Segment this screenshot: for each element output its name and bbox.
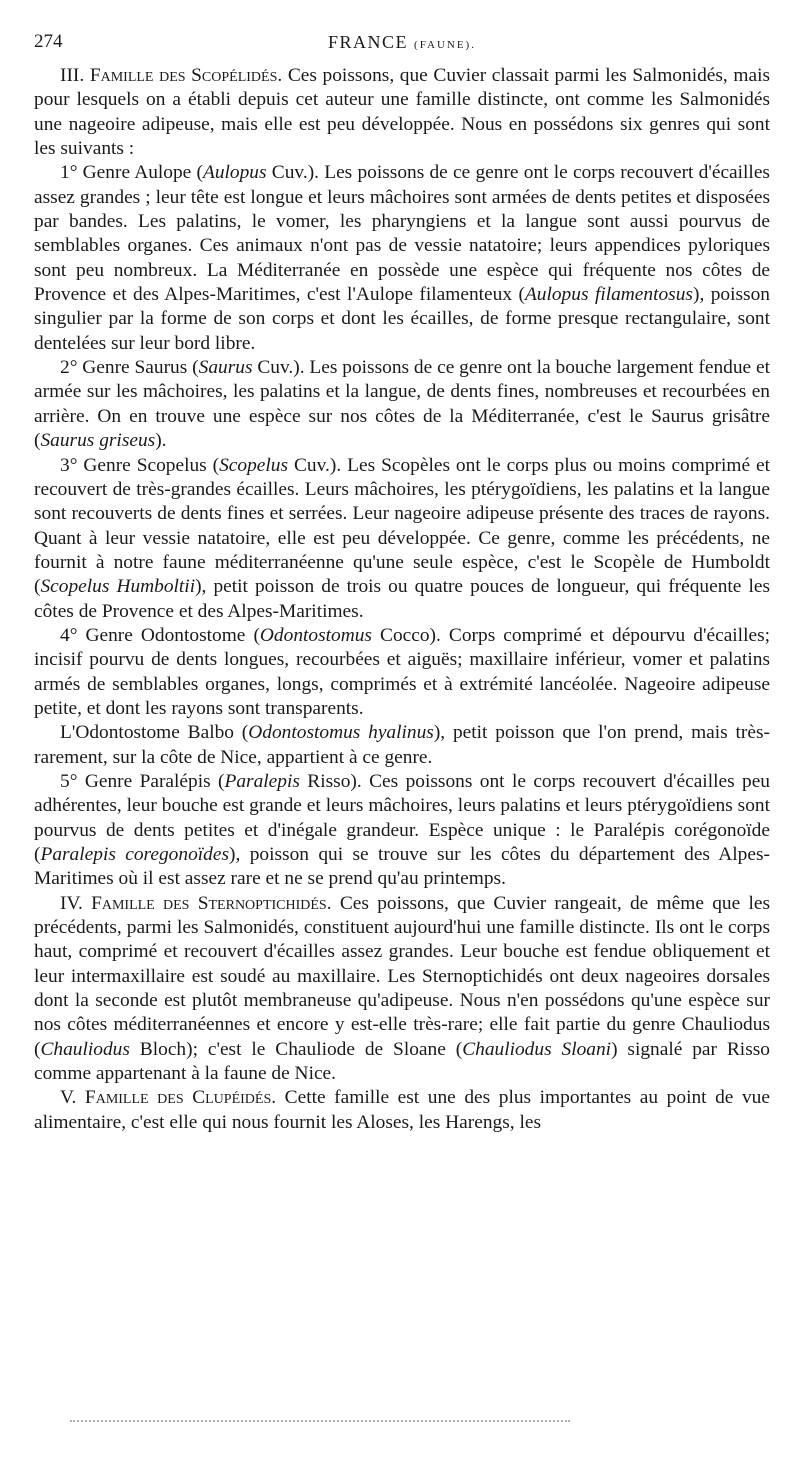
species-latin-name: Chauliodus Sloani xyxy=(462,1038,612,1060)
section-clupeides xyxy=(34,1086,770,1135)
paragraph-text: Ces poissons ont le corps recouvert d'écailles peu adhérentes, leur bouche est grande et leurs mâchoires, leurs palatins et leurs ptérygoïdiens sont pourvus de dents petites et d'inégale grandeur. Espèce unique : le Paralépis corégonoïde ( xyxy=(34,770,770,865)
page-number: 274 xyxy=(34,31,63,52)
section-heading: III. Famille des Scopélidés. xyxy=(60,65,283,86)
section-text: Ces poissons, que Cuvier classait parmi les Salmonidés, mais pour lesquels on a établi depuis cet auteur une famille distincte, ont comme les Salmonidés une nageoire adipeuse, mais elle est peu développée. Nous en possédons six genres qui sont les suivants : xyxy=(34,65,770,160)
genus-authority: Cuv.). xyxy=(252,357,305,379)
paragraph-text: ) signalé par Risso comme appartenant à la faune de Nice. xyxy=(34,1038,770,1085)
section-sternoptichides xyxy=(34,892,770,1087)
species-latin-name: Aulopus filamentosus xyxy=(524,284,693,306)
genus-lead: 5° Genre Paralépis ( xyxy=(60,770,225,792)
genus-aulope xyxy=(34,161,770,356)
species-latin-name: Saurus griseus xyxy=(40,430,156,452)
genus-lead: 1° Genre Aulope ( xyxy=(60,162,203,184)
paragraph-text: Ces poissons, que Cuvier rangeait, de même que les précédents, parmi les Salmonidés, constituent aujourd'hui une famille distincte. Ils ont le corps haut, comprimé et recouvert d'écailles assez grandes. Leur bouche est fendue obliquement et leur intermaxillaire est soudé au maxillaire. Les Sternoptichidés ont deux nageoires dorsales dont la seconde est plutôt membraneuse qu'adipeuse. Nous n'en possédons qu'une espèce sur nos côtes méditerranéennes et encore y est-elle très-rare; elle fait partie du genre Chauliodus ( xyxy=(34,892,770,1060)
paragraph-text: ). xyxy=(155,430,167,452)
genus-lead: 3° Genre Scopelus ( xyxy=(60,454,220,476)
species-latin-name: Paralepis coregonoïdes xyxy=(40,844,230,865)
genus-saurus xyxy=(34,356,770,453)
paragraph-text: ), petit poisson de trois ou quatre pouces de longueur, qui fréquente les côtes de Provence et des Alpes-Maritimes. xyxy=(34,576,770,622)
paragraph-text: Les poissons de ce genre ont la bouche largement fendue et armée sur les mâchoires, les palatins et la langue, de dents fines, nombreuses et recourbées en arrière. On en trouve une espèce sur nos côtes de la Méditerranée, c'est le Saurus grisâtre ( xyxy=(34,357,770,452)
paragraph-text: Cette famille est une des plus importantes au point de vue alimentaire, c'est elle qui nous fournit les Aloses, les Harengs, les xyxy=(34,1087,770,1133)
species-latin-name: Scopelus Humboltii xyxy=(40,576,196,598)
genus-authority: Cuv.). xyxy=(266,162,319,184)
genus-lead: 2° Genre Saurus ( xyxy=(60,357,199,379)
section-scopelides xyxy=(34,64,770,161)
running-head-subtitle: (FAUNE). xyxy=(414,39,476,51)
genus-latin-name: Saurus xyxy=(198,357,253,379)
genus-latin-name: Scopelus xyxy=(219,454,289,476)
genus-scopelus xyxy=(34,454,770,624)
section-heading: V. Famille des Clupéidés. xyxy=(60,1087,277,1109)
paragraph-text: ), petit poisson que l'on prend, mais très-rarement, sur la côte de Nice, appartient à ce genre. xyxy=(34,722,770,768)
paragraph-text: Les poissons de ce genre ont le corps recouvert d'écailles assez grandes ; leur tête est longue et leurs mâchoires sont armées de dents petites et disposées par bandes. Les palatins, le vomer, les pharyngiens et la langue sont aussi pourvus de semblables organes. Ces animaux n'ont pas de vessie natatoire; leurs appendices pyloriques sont peu nombreux. La Méditerranée en possède une espèce qui fréquente nos côtes de Provence et des Alpes-Maritimes, c'est l'Aulope filamenteux ( xyxy=(34,162,770,306)
genus-authority: Risso). xyxy=(299,770,362,792)
species-odontostome-balbo xyxy=(34,721,770,770)
genus-lead: 4° Genre Odontostome ( xyxy=(60,624,260,646)
genus-odontostome xyxy=(34,624,770,721)
genus-latin-name: Odontostomus xyxy=(259,624,372,646)
page-header xyxy=(34,22,770,64)
paragraph-text: Les Scopèles ont le corps plus ou moins comprimé et recouvert de très-grandes écailles. Leurs mâchoires, les ptérygoïdiens, les palatins et la langue sont recouverts de dents fines et serrées. Leur nageoire adipeuse présente des traces de rayons. Quant à leur vessie natatoire, elle est peu développée. Ce genre, comme les précédents, ne fournit à notre faune méditerranéenne qu'une seule espèce, c'est le Scopèle de Humboldt ( xyxy=(34,454,770,598)
genus-latin-name: Paralepis xyxy=(224,770,300,792)
section-heading: IV. Famille des Sternoptichidés. xyxy=(60,892,332,914)
paragraph-text: Corps comprimé et dépourvu d'écailles; incisif pourvu de dents longues, recourbées et aiguës; maxillaire inférieur, vomer et palatins armés de semblables organes, longs, comprimés et à extrémité lancéolée. Nageoire adipeuse petite, et dont les rayons sont transparents. xyxy=(34,624,771,719)
paragraph-text: L'Odontostome Balbo ( xyxy=(60,722,249,744)
document-page xyxy=(34,22,770,1135)
genus-paralepis xyxy=(34,770,770,892)
genus-latin-name: Chauliodus xyxy=(40,1038,130,1060)
genus-authority: Cuv.). xyxy=(288,454,342,476)
paragraph-text: ), poisson singulier par la forme de son corps et dont les écailles, de forme presque rectangulaire, sont dentelées sur leur bord libre. xyxy=(34,284,770,354)
species-latin-name: Odontostomus hyalinus xyxy=(248,722,434,744)
genus-authority: Cocco). xyxy=(371,624,441,646)
running-head-title: FRANCE xyxy=(328,32,409,52)
running-head xyxy=(34,30,770,57)
paragraph-text: ), poisson qui se trouve sur les côtes du département des Alpes-Maritimes où il est assez rare et ne se prend qu'au printemps. xyxy=(34,844,770,890)
footer-divider xyxy=(70,1420,570,1422)
paragraph-text: Bloch); c'est le Chauliode de Sloane ( xyxy=(129,1038,463,1060)
genus-latin-name: Aulopus xyxy=(202,162,267,184)
